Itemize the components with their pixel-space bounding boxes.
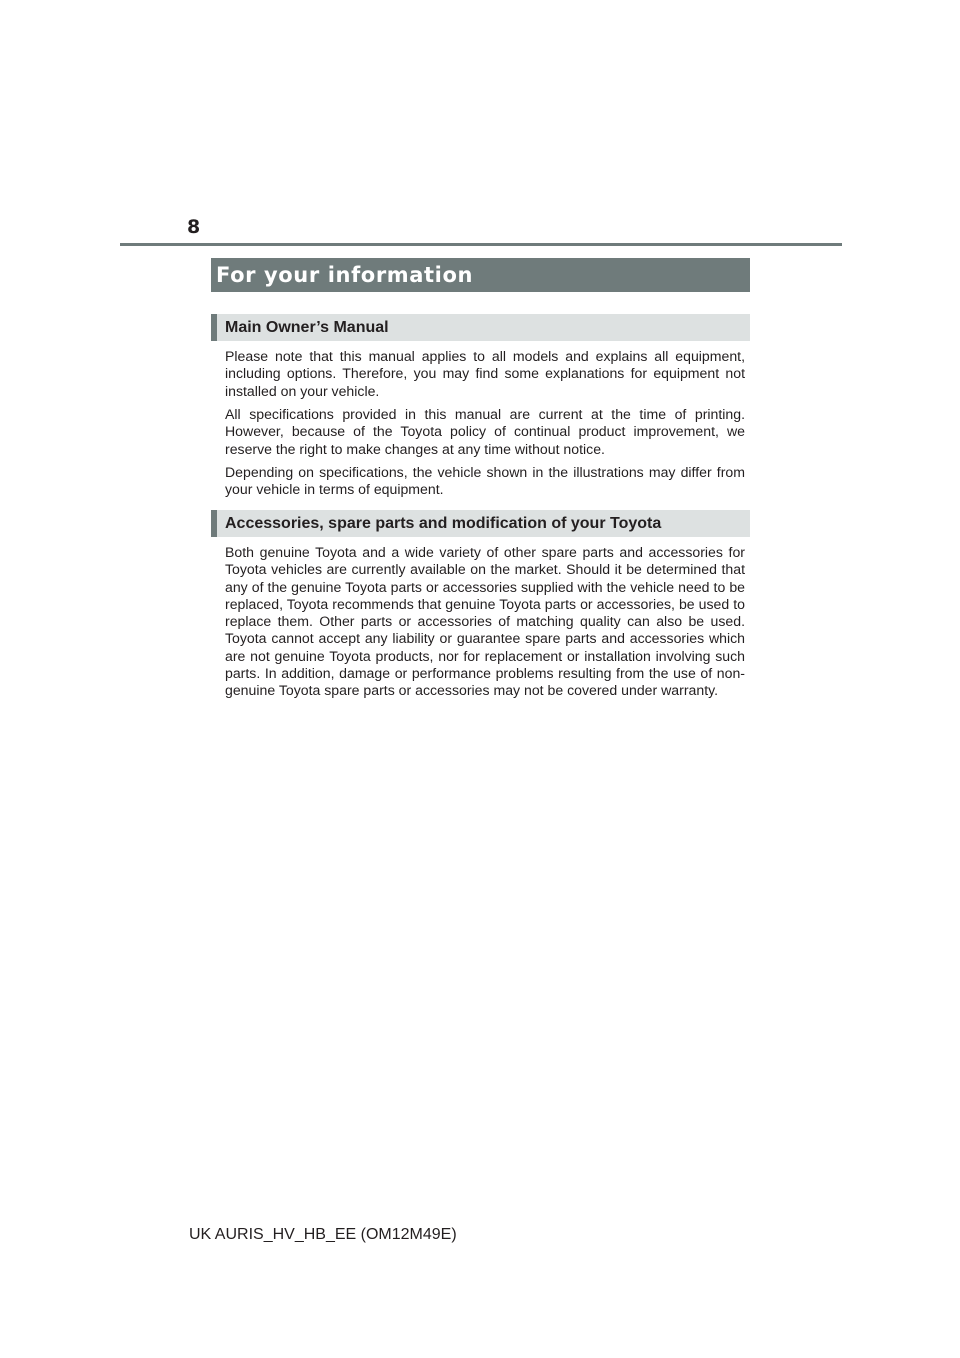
paragraph-specifications: All specifications provided in this manual are current at the time of printing. However, because of the Toyota policy of continual product improvement, we reserve the right to make changes at any time without notice.	[225, 406, 745, 457]
section-heading-accessories: Accessories, spare parts and modification of your Toyota	[211, 510, 750, 537]
paragraph-accessories: Both genuine Toyota and a wide variety of other spare parts and accessories for Toyota vehicles are currently available on the market. Should it be determined that any of the genuine Toyota parts or accessories supplied with the vehicle need to be replaced, Toyota recommends that genuine Toyota parts or accessories, be used to replace them. Other parts or accessories of matching quality can also be used. Toyota cannot accept any liability or guarantee spare parts and accessories which are not genuine Toyota products, nor for replacement or installation involving such parts. In addition, damage or performance problems resulting from the use of non-genuine Toyota spare parts or accessories may not be covered under warranty.	[225, 544, 745, 699]
header-rule	[120, 243, 842, 246]
paragraph-vehicle-shown: Depending on specifications, the vehicle shown in the illustrations may differ from your vehicle in terms of equipment.	[225, 464, 745, 498]
section-heading-main-owners-manual: Main Owner’s Manual	[211, 314, 750, 341]
page-title: For your information	[211, 258, 750, 292]
footer-manual-code: UK AURIS_HV_HB_EE (OM12M49E)	[189, 1226, 457, 1243]
page-number: 8	[187, 216, 201, 238]
paragraph-manual-applies: Please note that this manual applies to all models and explains all equipment, including options. Therefore, you may find some explanations for equipment not installed on your vehicle.	[225, 348, 745, 399]
